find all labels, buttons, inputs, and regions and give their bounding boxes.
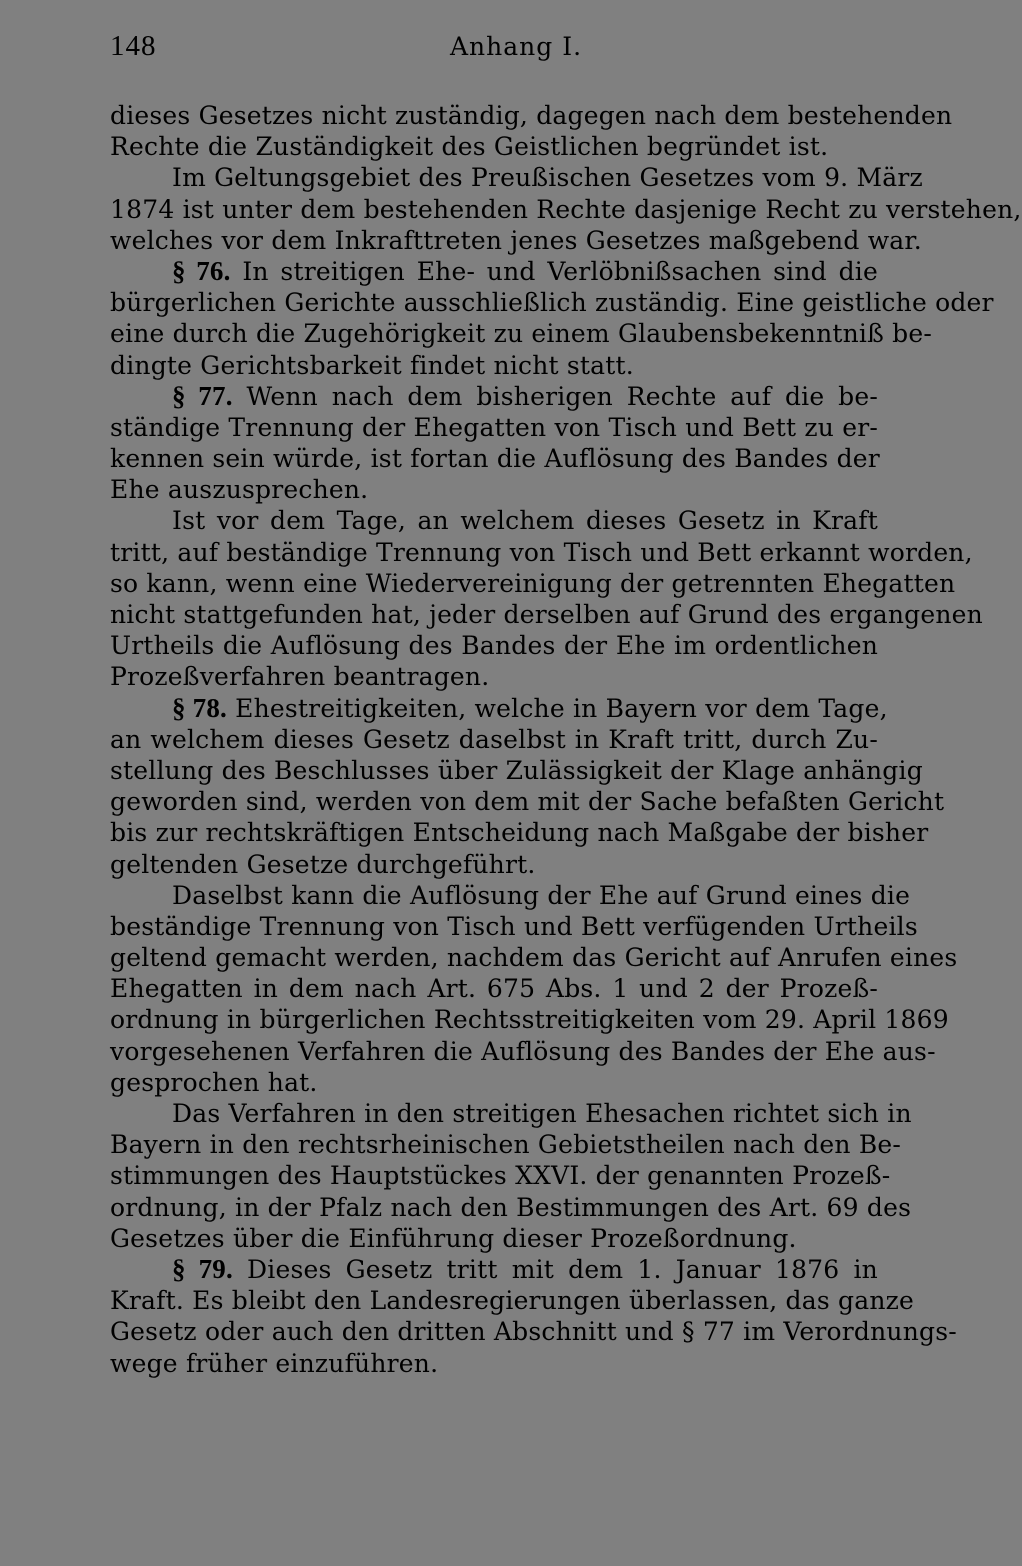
- line-text: wege früher einzuführen.: [110, 1348, 439, 1378]
- line-text: Ehestreitigkeiten, welche in Bayern vor dem Tage,: [235, 693, 888, 723]
- section-number: § 79.: [172, 1253, 233, 1284]
- line-text: kennen sein würde, ist fortan die Auflösung des Bandes der: [110, 444, 880, 474]
- text-line: [110, 1285, 915, 1316]
- line-text: stimmungen des Hauptstückes XXVI. der genannten Prozeß-: [110, 1161, 891, 1191]
- text-line: [110, 630, 878, 661]
- line-text: Prozeßverfahren beantragen.: [110, 662, 490, 692]
- text-line: [110, 880, 911, 911]
- text-line: [110, 849, 878, 880]
- line-text: Wenn nach dem bisherigen Rechte auf die be-: [246, 381, 878, 411]
- line-text: geworden sind, werden von dem mit der Sache befaßten Gericht: [110, 787, 945, 817]
- text-line: [110, 786, 945, 817]
- text-line: [110, 1160, 891, 1191]
- text-line: [110, 443, 878, 474]
- text-line: [110, 194, 1022, 225]
- line-text: Urtheils die Auflösung des Bandes der Ehe im ordentlichen: [110, 631, 878, 661]
- text-line: [110, 162, 923, 193]
- line-text: beständige Trennung von Tisch und Bett verfügenden Urtheils: [110, 911, 918, 941]
- text-line: [110, 474, 878, 505]
- line-text: Dieses Gesetz tritt mit dem 1. Januar 1876 in: [247, 1254, 878, 1284]
- text-line: [110, 1129, 902, 1160]
- text-line: [110, 1223, 878, 1254]
- section-number: § 78.: [172, 692, 227, 723]
- line-text: gesprochen hat.: [110, 1067, 318, 1097]
- text-line: [110, 973, 878, 1004]
- line-text: so kann, wenn eine Wiedervereinigung der getrennten Ehegatten: [110, 568, 956, 598]
- text-line: [110, 287, 994, 318]
- line-text: ordnung in bürgerlichen Rechtsstreitigkeiten vom 29. April 1869: [110, 1005, 949, 1035]
- text-line: [110, 1036, 936, 1067]
- page-header: [110, 30, 878, 74]
- line-text: bürgerlichen Gerichte ausschließlich zuständig. Eine geistliche oder: [110, 288, 994, 318]
- section-number: § 76.: [172, 255, 231, 286]
- text-line: [110, 817, 929, 848]
- line-text: 1874 ist unter dem bestehenden Rechte dasjenige Recht zu verstehen,: [110, 194, 1022, 224]
- text-line: [110, 1348, 878, 1379]
- line-text: bis zur rechtskräftigen Entscheidung nach Maßgabe der bisher: [110, 818, 929, 848]
- line-text: Rechte die Zuständigkeit des Geistlichen begründet ist.: [110, 132, 829, 162]
- text-line: [110, 1254, 878, 1285]
- line-text: an welchem dieses Gesetz daselbst in Kraft tritt, durch Zu-: [110, 724, 878, 754]
- line-text: In streitigen Ehe- und Verlöbnißsachen sind die: [242, 256, 878, 286]
- line-text: tritt, auf beständige Trennung von Tisch und Bett erkannt worden,: [110, 537, 973, 567]
- text-line: [110, 131, 878, 162]
- text-line: [110, 381, 878, 412]
- line-text: Gesetz oder auch den dritten Abschnitt und § 77 im Verordnungs-: [110, 1317, 957, 1347]
- text-line: [110, 1192, 912, 1223]
- text-line: [110, 318, 933, 349]
- text-line: [110, 1316, 957, 1347]
- line-text: Das Verfahren in den streitigen Ehesachen richtet sich in: [172, 1099, 912, 1128]
- text-line: [110, 942, 958, 973]
- line-text: Ehegatten in dem nach Art. 675 Abs. 1 und 2 der Prozeß-: [110, 974, 878, 1004]
- text-line: [110, 1067, 878, 1098]
- line-text: Kraft. Es bleibt den Landesregierungen überlassen, das ganze: [110, 1286, 915, 1316]
- line-text: eine durch die Zugehörigkeit zu einem Glaubensbekenntniß be-: [110, 319, 933, 349]
- text-line: [110, 1004, 949, 1035]
- running-head: Anhang I.: [450, 32, 583, 61]
- line-text: stellung des Beschlusses über Zulässigkeit der Klage anhängig: [110, 755, 923, 785]
- line-text: ordnung, in der Pfalz nach den Bestimmungen des Art. 69 des: [110, 1192, 912, 1222]
- line-text: Im Geltungsgebiet des Preußischen Gesetzes vom 9. März: [172, 163, 923, 193]
- text-line: [110, 724, 878, 755]
- line-text: nicht stattgefunden hat, jeder derselben auf Grund des ergangenen: [110, 600, 983, 629]
- text-line: [110, 225, 922, 256]
- line-text: Bayern in den rechtsrheinischen Gebietstheilen nach den Be-: [110, 1130, 902, 1160]
- text-body: [110, 100, 1022, 1379]
- text-line: [110, 505, 878, 536]
- line-text: welches vor dem Inkrafttreten jenes Gesetzes maßgebend war.: [110, 225, 922, 255]
- text-line: [110, 350, 878, 381]
- line-text: Daselbst kann die Auflösung der Ehe auf Grund eines die: [172, 880, 911, 910]
- text-line: [110, 537, 973, 568]
- line-text: ständige Trennung der Ehegatten von Tisch und Bett zu er-: [110, 412, 879, 442]
- text-line: [110, 412, 878, 443]
- section-number: § 77.: [172, 380, 233, 411]
- line-text: dingte Gerichtsbarkeit findet nicht statt.: [110, 350, 634, 380]
- line-text: dieses Gesetzes nicht zuständig, dagegen nach dem bestehenden: [110, 101, 953, 130]
- text-line: [110, 1098, 912, 1129]
- text-line: [110, 568, 956, 599]
- line-text: geltenden Gesetze durchgeführt.: [110, 849, 536, 879]
- text-line: [110, 755, 923, 786]
- line-text: Gesetzes über die Einführung dieser Prozeßordnung.: [110, 1223, 797, 1253]
- line-text: geltend gemacht werden, nachdem das Gericht auf Anrufen eines: [110, 943, 958, 973]
- text-line: [110, 692, 888, 724]
- text-line: [110, 599, 983, 630]
- page-number: 148: [110, 30, 157, 62]
- text-line: [110, 911, 918, 942]
- line-text: vorgesehenen Verfahren die Auflösung des Bandes der Ehe aus-: [110, 1036, 936, 1066]
- text-line: [110, 256, 878, 287]
- text-line: [110, 661, 878, 692]
- line-text: Ist vor dem Tage, an welchem dieses Gesetz in Kraft: [172, 506, 878, 536]
- line-text: Ehe auszusprechen.: [110, 475, 369, 505]
- text-line: [110, 100, 953, 131]
